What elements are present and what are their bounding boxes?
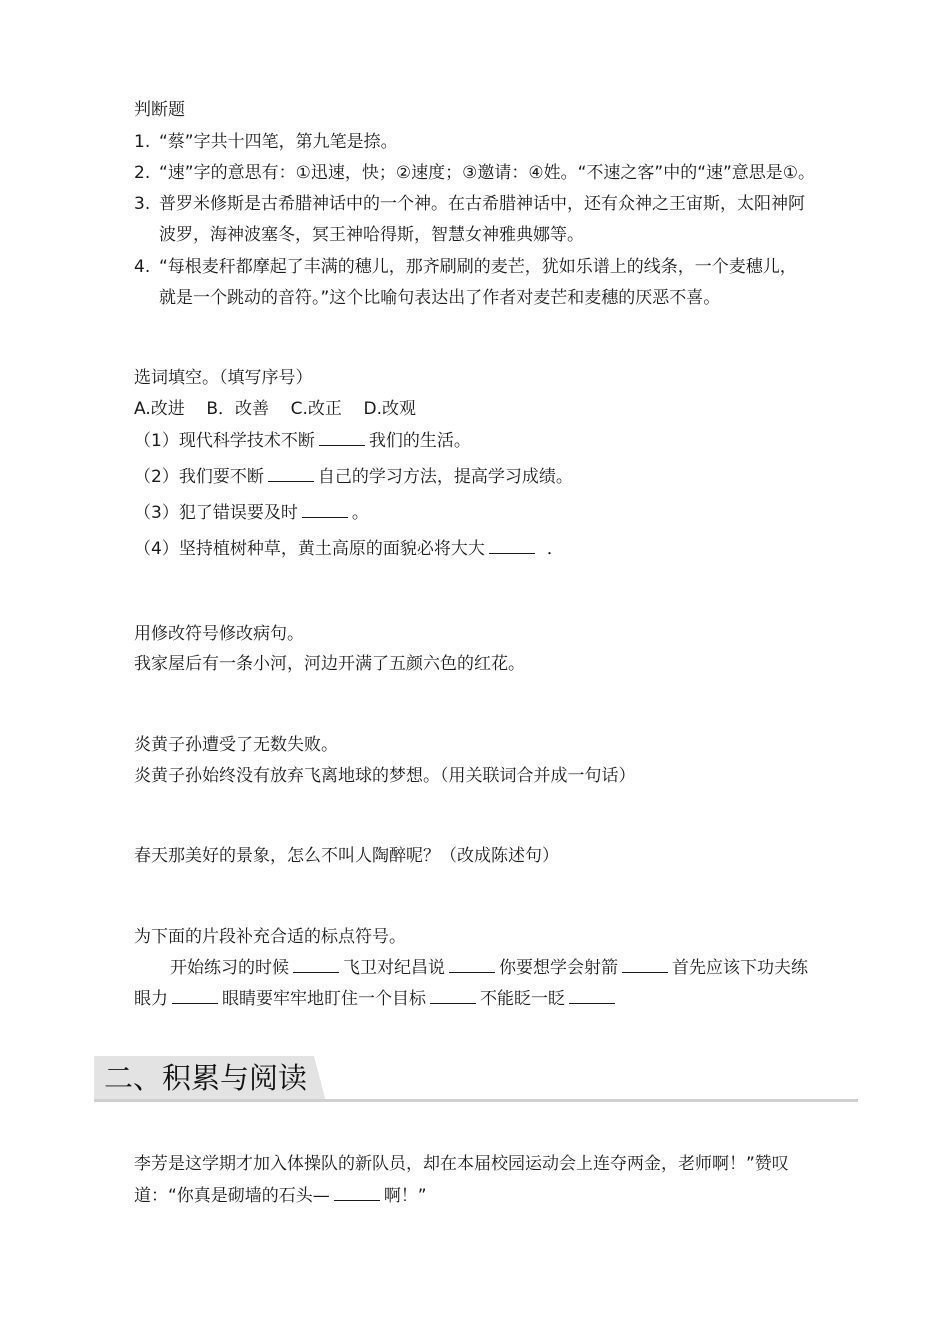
punct-heading: 为下面的片段补充合适的标点符号。 (134, 927, 406, 947)
fill-q3-blank[interactable] (302, 501, 348, 518)
combine-line-2: 炎黄子孙始终没有放弃飞离地球的梦想。（用关联词合并成一句话） (134, 766, 636, 786)
judge-item-3-number: 3. (134, 194, 151, 214)
modify-heading: 用修改符号修改病句。 (134, 624, 304, 644)
fill-q4-blank[interactable] (489, 537, 535, 554)
fill-q2-blank[interactable] (268, 465, 314, 482)
fill-q3-suffix: 。 (351, 503, 369, 523)
judge-item-4-number: 4. (134, 257, 151, 277)
fill-question-1 (134, 429, 471, 453)
punct-blank-6[interactable] (569, 987, 615, 1004)
judge-item-1-text: “蔡”字共十四笔，第九笔是捺。 (159, 132, 398, 152)
modify-sentence: 我家屋后有一条小河，河边开满了五颜六色的红花。 (134, 654, 525, 674)
section-2-blank[interactable] (334, 1184, 380, 1201)
fill-q4-suffix: ． (546, 539, 564, 559)
fill-question-3 (134, 501, 369, 525)
punct-blank-3[interactable] (622, 956, 668, 973)
fill-q3-prefix: （3）犯了错误要及时 (134, 503, 298, 523)
punct-seg-7: 不能眨一眨 (480, 989, 565, 1009)
punct-blank-4[interactable] (172, 987, 218, 1004)
judge-item-2-number: 2. (134, 163, 151, 183)
combine-line-1: 炎黄子孙遭受了无数失败。 (134, 735, 338, 755)
fill-q2-prefix: （2）我们要不断 (134, 467, 264, 487)
punct-passage-line-2 (134, 987, 619, 1011)
judge-item-4-continuation: 就是一个跳动的音符。”这个比喻句表达出了作者对麦芒和麦穗的厌恶不喜。 (159, 288, 721, 308)
judge-item-4-text: “每根麦秆都摩起了丰满的穗儿，那齐刷刷的麦芒，犹如乐谱上的线条，一个麦穗儿， (159, 257, 797, 277)
punct-seg-5: 眼力 (134, 989, 168, 1009)
punct-seg-2: 飞卫对纪昌说 (343, 958, 445, 978)
punct-passage-line-1 (170, 956, 808, 980)
judge-item-2-text: “速”字的意思有：①迅速，快；②速度；③邀请：④姓。“不速之客”中的“速”意思是①。 (159, 163, 816, 183)
fill-q2-suffix: 自己的学习方法，提高学习成绩。 (317, 467, 573, 487)
fill-q1-suffix: 我们的生活。 (368, 431, 471, 451)
fill-q1-prefix: （1）现代科学技术不断 (134, 431, 315, 451)
section-2-paragraph-line-2 (134, 1184, 427, 1208)
judge-item-1-number: 1. (134, 132, 151, 152)
punct-seg-4: 首先应该下功夫练 (672, 958, 808, 978)
punct-seg-6: 眼睛要牢牢地盯住一个目标 (222, 989, 426, 1009)
section-2-line-2-suffix: 啊！” (383, 1186, 427, 1206)
fill-question-2 (134, 465, 573, 489)
judge-item-3-text: 普罗米修斯是古希腊神话中的一个神。在古希腊神话中，还有众神之王宙斯，太阳神阿 (159, 194, 805, 214)
punct-blank-5[interactable] (430, 987, 476, 1004)
punct-seg-1: 开始练习的时候 (170, 958, 289, 978)
section-2-title: 二、积累与阅读 (104, 1061, 308, 1095)
judge-item-3-continuation: 波罗，海神波塞冬，冥王神哈得斯，智慧女神雅典娜等。 (159, 225, 584, 245)
fill-heading: 选词填空。（填写序号） (134, 368, 313, 388)
fill-options: A.改进 B．改善 C.改正 D.改观 (134, 399, 417, 419)
punct-seg-3: 你要想学会射箭 (499, 958, 618, 978)
judge-heading: 判断题 (134, 100, 185, 120)
fill-question-4 (134, 537, 564, 561)
rewrite-line: 春天那美好的景象，怎么不叫人陶醉呢？（改成陈述句） (134, 846, 559, 866)
punct-blank-2[interactable] (449, 956, 495, 973)
punct-blank-1[interactable] (293, 956, 339, 973)
section-2-paragraph-line-1: 李芳是这学期才加入体操队的新队员，却在本届校园运动会上连夺两金，老师啊！”赞叹 (134, 1154, 789, 1174)
section-2-header-rule (94, 1099, 858, 1102)
fill-q1-blank[interactable] (319, 429, 365, 446)
fill-q4-prefix: （4）坚持植树种草，黄土高原的面貌必将大大 (134, 539, 485, 559)
section-2-line-2-prefix: 道：“你真是砌墙的石头— (134, 1186, 330, 1206)
